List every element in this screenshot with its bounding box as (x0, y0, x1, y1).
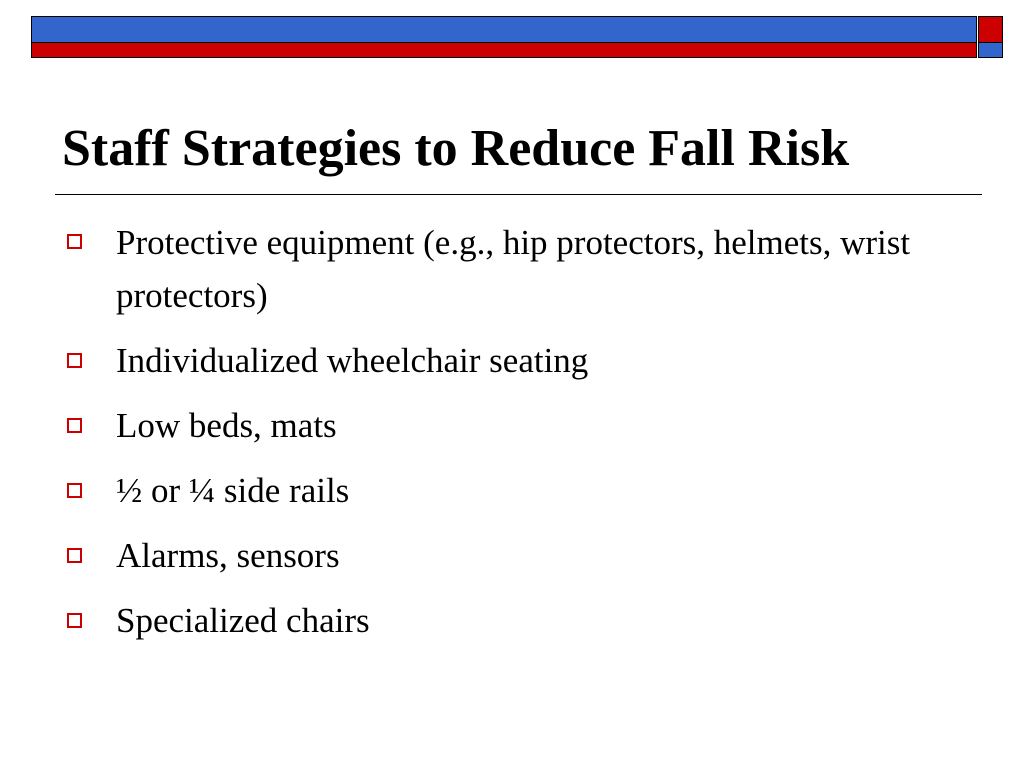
bullet-item (60, 465, 960, 517)
corner-block-red (978, 16, 1003, 43)
bullet-text: ½ or ¼ side rails (116, 471, 350, 510)
hollow-square-bullet-icon (67, 353, 82, 368)
bullet-list (60, 216, 960, 660)
bullet-text: Low beds, mats (116, 406, 337, 445)
hollow-square-bullet-icon (67, 548, 82, 563)
header-band-red (31, 42, 977, 58)
corner-block-blue (978, 42, 1003, 58)
hollow-square-bullet-icon (67, 418, 82, 433)
bullet-item (60, 530, 960, 582)
hollow-square-bullet-icon (67, 483, 82, 498)
slide-title: Staff Strategies to Reduce Fall Risk (62, 120, 850, 177)
bullet-item (60, 400, 960, 452)
header-band-blue (31, 16, 977, 43)
bullet-item (60, 335, 960, 387)
hollow-square-bullet-icon (67, 613, 82, 628)
bullet-item (60, 216, 960, 322)
bullet-text: Protective equipment (e.g., hip protectors, helmets, wrist protectors) (116, 223, 911, 315)
bullet-text: Alarms, sensors (116, 536, 340, 575)
hollow-square-bullet-icon (67, 234, 82, 249)
bullet-item (60, 595, 960, 647)
title-underline (55, 194, 982, 195)
bullet-text: Individualized wheelchair seating (116, 341, 589, 380)
bullet-text: Specialized chairs (116, 601, 370, 640)
